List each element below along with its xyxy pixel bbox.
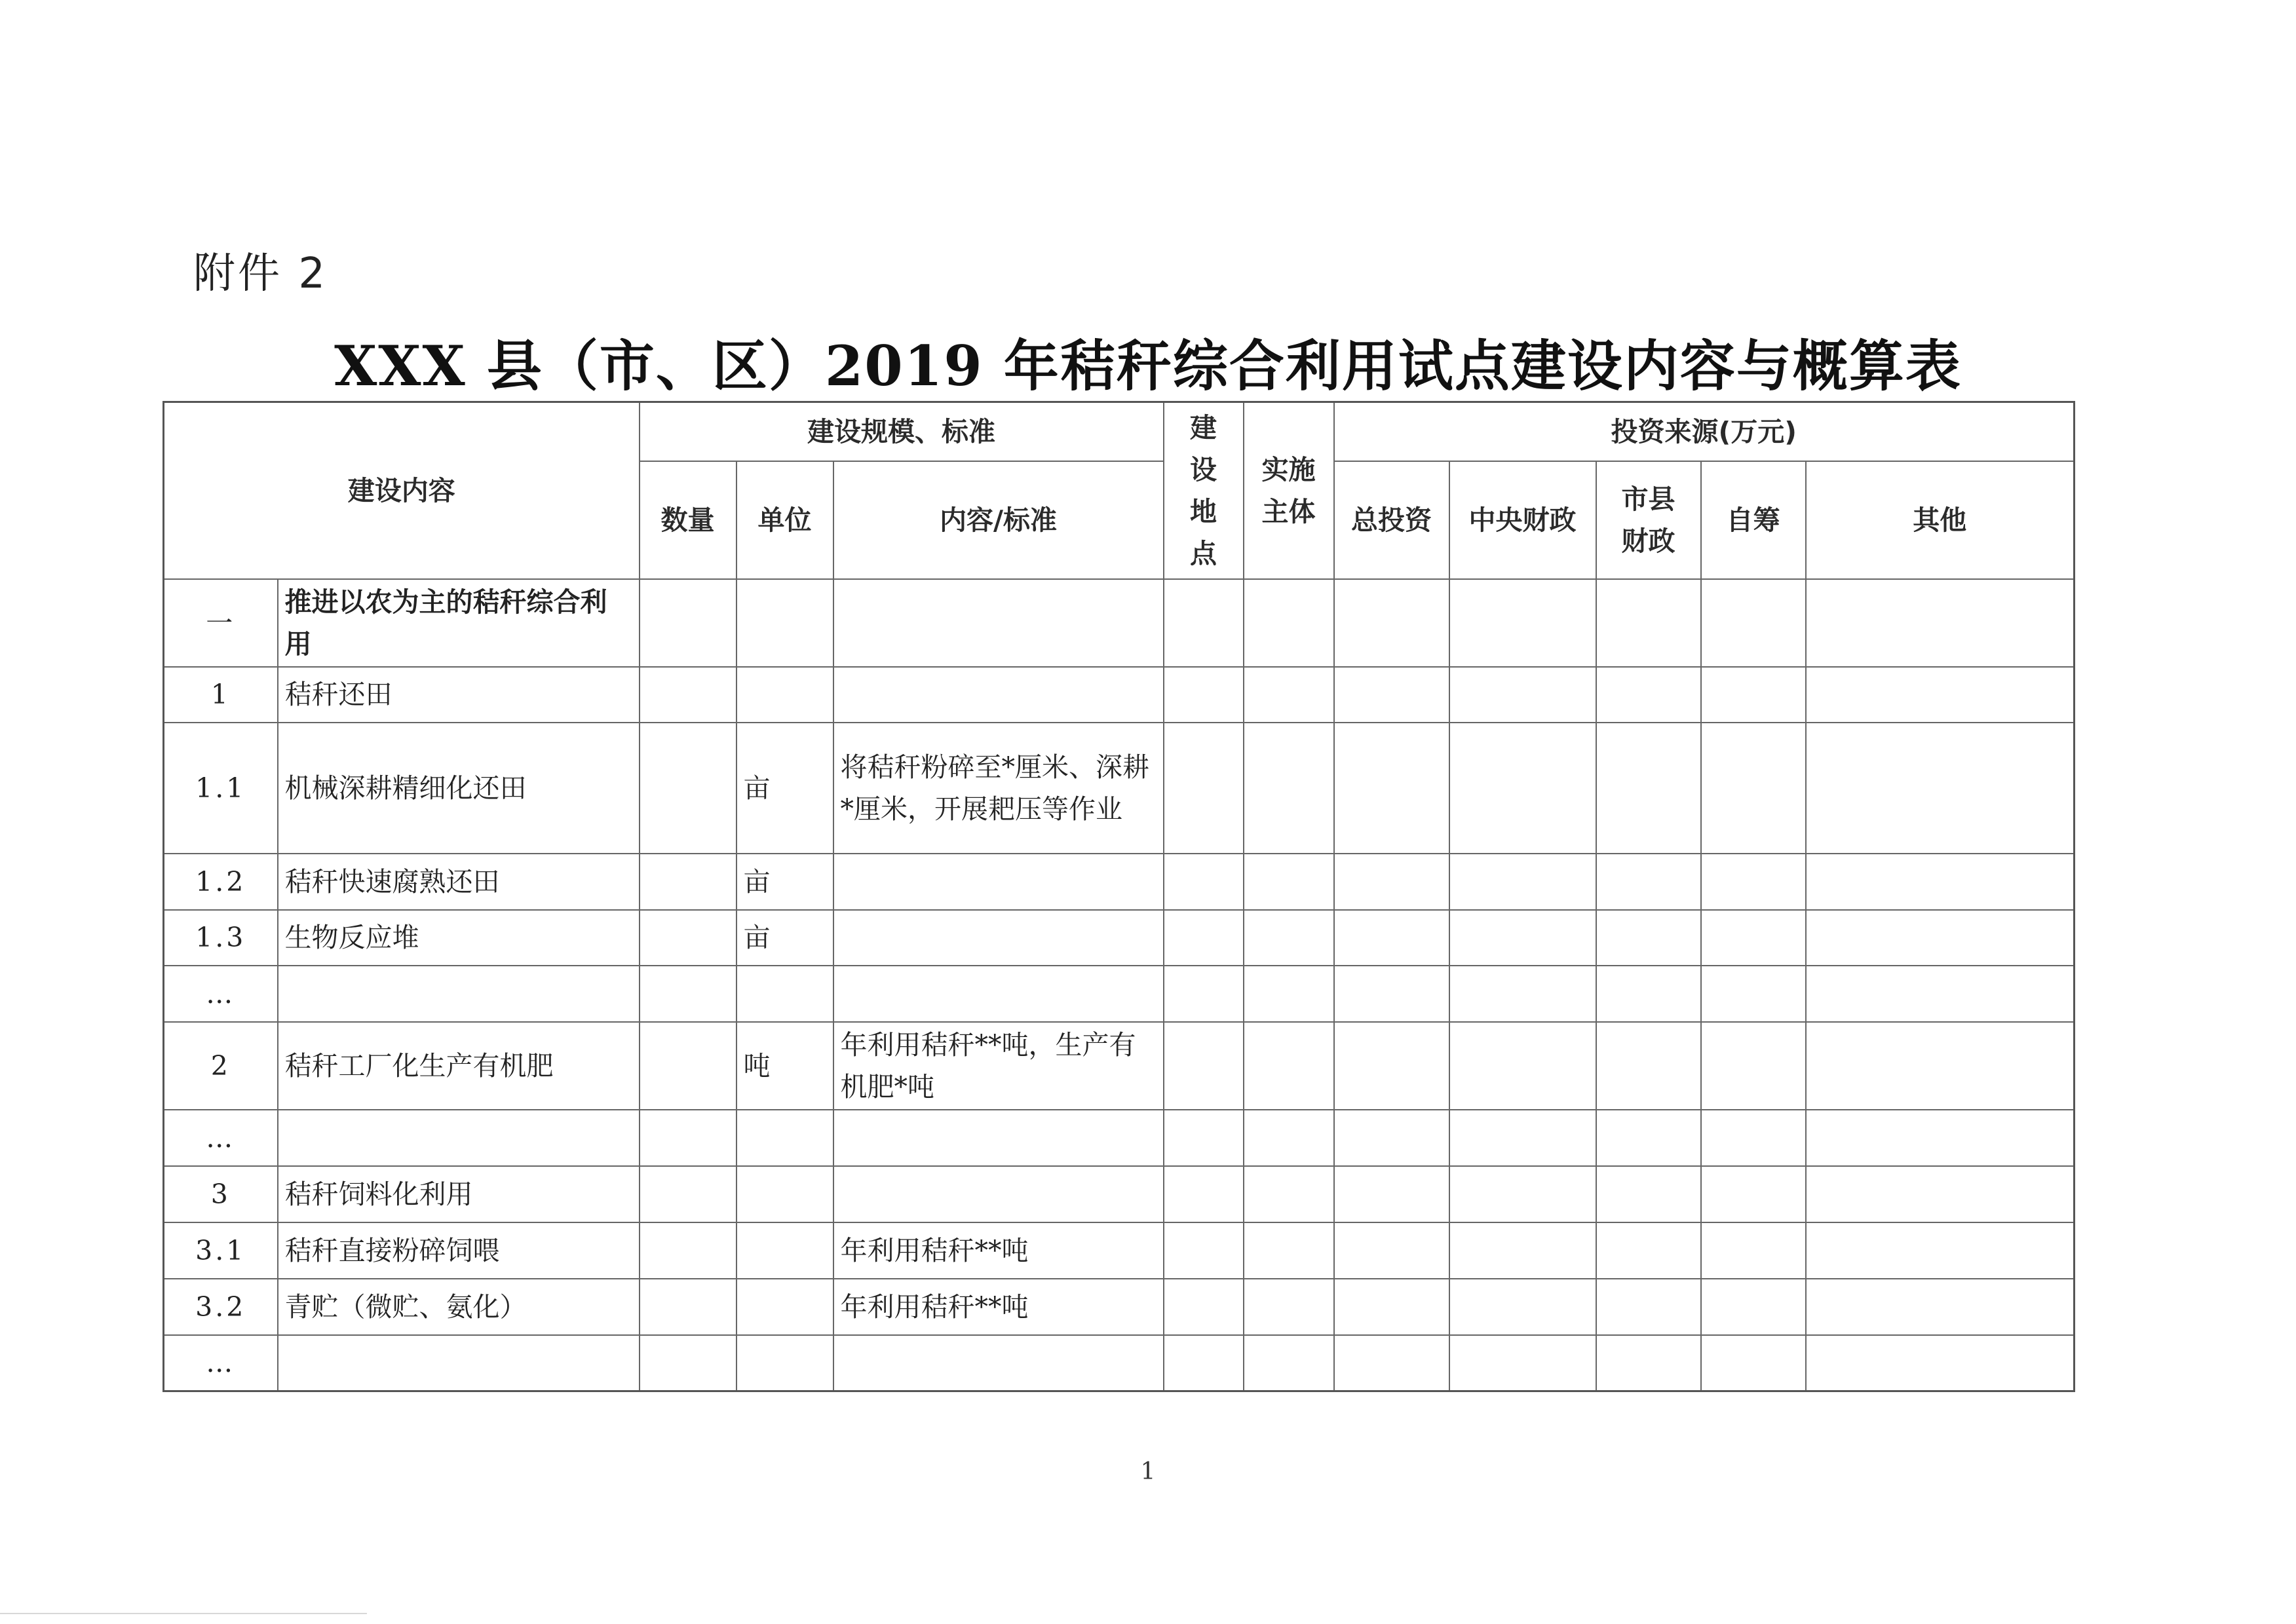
row-unit: 亩	[737, 910, 833, 966]
row-name	[278, 966, 640, 1022]
row-number: 1.2	[164, 854, 278, 910]
table-row	[164, 1166, 2075, 1222]
row-unit	[737, 1110, 833, 1166]
table-row	[164, 854, 2075, 910]
table-row	[164, 1279, 2075, 1335]
page-number: 1	[1140, 1458, 1156, 1485]
header-central: 中央财政	[1449, 461, 1596, 579]
header-investment-group: 投资来源(万元)	[1334, 402, 2075, 461]
header-scale-group: 建设规模、标准	[640, 402, 1164, 461]
row-number: 3.1	[164, 1222, 278, 1279]
row-number: 2	[164, 1022, 278, 1110]
row-name	[278, 1110, 640, 1166]
row-standard	[833, 854, 1164, 910]
row-standard	[833, 966, 1164, 1022]
row-unit	[737, 667, 833, 723]
table-row	[164, 1022, 2075, 1110]
table-row	[164, 723, 2075, 854]
header-quantity: 数量	[640, 461, 737, 579]
row-number: 3.2	[164, 1279, 278, 1335]
header-city-county-text: 市县财政	[1621, 483, 1675, 557]
row-standard	[833, 1110, 1164, 1166]
header-city-county	[1596, 461, 1701, 579]
table-row	[164, 667, 2075, 723]
row-standard: 将秸秆粉碎至*厘米、深耕*厘米，开展耙压等作业	[833, 723, 1164, 854]
header-other: 其他	[1806, 461, 2075, 579]
header-location-text: 建设地点	[1190, 411, 1217, 569]
table-row	[164, 579, 2075, 667]
row-unit	[737, 1166, 833, 1222]
row-standard	[833, 667, 1164, 723]
table-row	[164, 966, 2075, 1022]
row-number: 1	[164, 667, 278, 723]
row-standard: 年利用秸秆**吨	[833, 1279, 1164, 1335]
row-number: 一	[164, 579, 278, 667]
row-unit: 亩	[737, 723, 833, 854]
table-row	[164, 1110, 2075, 1166]
table-row	[164, 910, 2075, 966]
row-name	[278, 1335, 640, 1391]
budget-table	[163, 401, 2075, 1392]
row-unit	[737, 1222, 833, 1279]
row-name: 秸秆饲料化利用	[278, 1166, 640, 1222]
row-standard	[833, 1335, 1164, 1391]
header-content: 建设内容	[164, 402, 640, 579]
row-name: 生物反应堆	[278, 910, 640, 966]
header-self-raised: 自筹	[1701, 461, 1806, 579]
header-standard: 内容/标准	[833, 461, 1164, 579]
scan-artifact-line	[0, 1613, 367, 1614]
row-name: 秸秆还田	[278, 667, 640, 723]
row-unit: 亩	[737, 854, 833, 910]
row-name: 机械深耕精细化还田	[278, 723, 640, 854]
row-standard	[833, 910, 1164, 966]
row-number: 1.1	[164, 723, 278, 854]
row-name: 秸秆快速腐熟还田	[278, 854, 640, 910]
document-title: XXX 县（市、区）2019 年秸秆综合利用试点建设内容与概算表	[334, 333, 1962, 398]
header-location	[1164, 402, 1244, 579]
header-implementer-text: 实施主体	[1261, 453, 1316, 527]
row-number: …	[164, 966, 278, 1022]
row-name: 青贮（微贮、氨化）	[278, 1279, 640, 1335]
row-standard	[833, 579, 1164, 667]
row-number: …	[164, 1335, 278, 1391]
row-number: 3	[164, 1166, 278, 1222]
row-number: …	[164, 1110, 278, 1166]
row-name: 推进以农为主的秸秆综合利用	[278, 579, 640, 667]
header-unit: 单位	[737, 461, 833, 579]
row-unit	[737, 1279, 833, 1335]
row-standard: 年利用秸秆**吨，生产有机肥*吨	[833, 1022, 1164, 1110]
row-number: 1.3	[164, 910, 278, 966]
attachment-label: 附件 2	[193, 250, 328, 298]
row-unit: 吨	[737, 1022, 833, 1110]
table-row	[164, 1335, 2075, 1391]
row-name: 秸秆工厂化生产有机肥	[278, 1022, 640, 1110]
row-name: 秸秆直接粉碎饲喂	[278, 1222, 640, 1279]
row-unit	[737, 1335, 833, 1391]
row-standard: 年利用秸秆**吨	[833, 1222, 1164, 1279]
header-implementer	[1244, 402, 1334, 579]
row-unit	[737, 966, 833, 1022]
row-standard	[833, 1166, 1164, 1222]
header-total: 总投资	[1334, 461, 1449, 579]
row-unit	[737, 579, 833, 667]
table-row	[164, 1222, 2075, 1279]
